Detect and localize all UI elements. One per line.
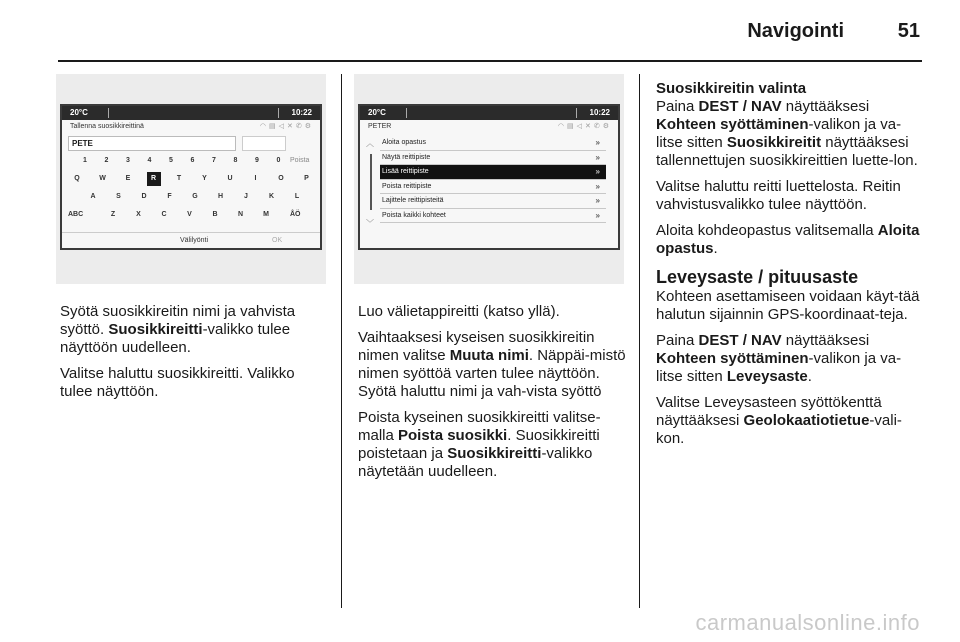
volume-icon: ◁ (278, 123, 287, 130)
ok-button[interactable]: OK (272, 237, 283, 244)
chevron-right-icon: » (595, 181, 600, 191)
temperature-readout: 20°C (70, 108, 88, 117)
key-2[interactable]: 2 (104, 157, 109, 164)
menu-item-label: Lisää reittipiste (382, 168, 429, 175)
status-icons (260, 120, 314, 134)
phone-icon: ✆ (295, 123, 305, 130)
clock-readout: 10:22 (291, 108, 312, 117)
key-o[interactable]: O (278, 175, 284, 182)
column-1 (60, 303, 330, 409)
key-7[interactable]: 7 (212, 157, 216, 164)
key-v[interactable]: V (187, 211, 192, 218)
status-icons (558, 120, 612, 134)
key-u[interactable]: U (227, 175, 233, 182)
page-header (0, 0, 960, 62)
menu-item-label: Poista reittipiste (382, 182, 432, 190)
column-3 (656, 80, 924, 456)
key-a[interactable]: A (90, 193, 96, 200)
paragraph: Valitse haluttu suosikkireitti. Valikko tulee näyttöön. (60, 365, 295, 400)
key-8[interactable]: 8 (233, 157, 238, 164)
key-3[interactable]: 3 (126, 157, 130, 164)
status-bar (62, 106, 320, 120)
key-w[interactable]: W (99, 175, 106, 182)
key-k[interactable]: K (268, 193, 275, 200)
temperature-readout: 20°C (368, 108, 386, 117)
header-rule (58, 60, 922, 62)
chevron-right-icon: » (595, 196, 600, 205)
mute-icon: ✕ (286, 123, 296, 130)
scroll-down-icon[interactable]: ﹀ (366, 219, 374, 228)
wifi-icon: ◠ (259, 123, 269, 130)
settings-icon: ⚙ (304, 123, 314, 130)
key-0[interactable]: 0 (276, 157, 281, 164)
number-key-row (68, 154, 318, 170)
key-t[interactable]: T (176, 175, 182, 182)
paragraph: Syötä suosikkireitin nimi ja vahvista syöttö. Suosikkireitti-valikko tulee näyttöön uudelleen. (60, 303, 296, 356)
paragraph: Luo välietappireitti (katso yllä). (358, 303, 560, 320)
screen-title: Tallenna suosikkireittinä (70, 123, 144, 130)
keyboard-screenshot (56, 74, 326, 284)
column-2 (358, 303, 630, 489)
signal-icon: ▤ (268, 123, 279, 130)
keyboard-bottom-bar (62, 232, 320, 248)
key-f[interactable]: F (167, 193, 172, 200)
letter-key-row-2 (68, 190, 318, 206)
route-menu-screen (358, 104, 620, 250)
screen-title-bar (62, 120, 320, 134)
paragraph: Vaihtaaksesi kyseisen suosikkireitin nimen valitse Muuta nimi. Näppäi-mistö nimen syöttöä varten tulee näyttöön. Syötä haluttu nimi ja vah-vista syöttö (358, 329, 626, 400)
section-subheading: Suosikkireitin valinta (656, 80, 807, 97)
column-divider-1 (341, 74, 342, 608)
paragraph: Kohteen asettamiseen voidaan käyt-tää halutun sijainnin GPS-koordinaat-teja. (656, 288, 920, 323)
clock-readout: 10:22 (589, 108, 610, 117)
key-z[interactable]: Z (110, 211, 116, 218)
key-y[interactable]: Y (202, 175, 207, 182)
name-input[interactable]: PETE (68, 136, 236, 151)
wifi-icon: ◠ (557, 123, 567, 130)
key-d[interactable]: D (141, 193, 147, 200)
abc-mode-button[interactable]: ABC (68, 211, 84, 218)
paragraph: Valitse Leveysasteen syöttökenttä näyttääksesi Geolokaatiotietue-vali-kon. (656, 394, 902, 447)
signal-icon: ▤ (566, 123, 577, 130)
key-i[interactable]: I (254, 175, 257, 182)
route-menu-screenshot (354, 74, 624, 284)
paragraph: Valitse haluttu reitti luettelosta. Reitin vahvistusvalikko tulee näyttöön. (656, 178, 901, 213)
key-5[interactable]: 5 (169, 157, 173, 164)
column-divider-2 (639, 74, 640, 608)
menu-item[interactable] (380, 209, 606, 224)
key-e[interactable]: E (125, 175, 131, 182)
letter-key-row-1 (68, 172, 318, 188)
keyboard-screen (60, 104, 322, 250)
special-chars-button[interactable]: ÅÖ (290, 211, 301, 218)
key-l[interactable]: L (294, 193, 300, 200)
key-9[interactable]: 9 (255, 157, 259, 164)
menu-item[interactable] (380, 165, 606, 180)
menu-item-label: Aloita opastus (382, 139, 426, 146)
menu-item[interactable] (380, 151, 606, 166)
settings-icon: ⚙ (602, 123, 612, 130)
menu-item[interactable] (380, 180, 606, 195)
chevron-right-icon: » (595, 167, 600, 176)
chevron-right-icon: » (595, 210, 600, 220)
delete-button[interactable]: Poista (290, 157, 310, 164)
section-heading: Leveysaste / pituusaste (656, 267, 859, 287)
key-q[interactable]: Q (74, 175, 80, 182)
key-x[interactable]: X (136, 211, 141, 218)
page-number: 51 (897, 20, 920, 42)
menu-item-label: Lajittele reittipisteitä (382, 197, 444, 204)
key-j[interactable]: J (244, 193, 248, 200)
letter-key-row-3 (68, 208, 318, 224)
key-p[interactable]: P (304, 175, 309, 182)
menu-item[interactable] (380, 194, 606, 209)
key-c[interactable]: C (161, 211, 167, 218)
route-menu-list (380, 136, 606, 223)
menu-item[interactable] (380, 136, 606, 151)
key-m[interactable]: M (263, 211, 269, 218)
chevron-right-icon: » (595, 138, 600, 147)
status-bar (360, 106, 618, 120)
key-r[interactable]: R (147, 172, 161, 186)
menu-item-label: Poista kaikki kohteet (382, 211, 446, 219)
key-n[interactable]: N (237, 211, 244, 218)
scroll-up-icon[interactable]: ︿ (366, 139, 374, 148)
menu-item-label: Näytä reittipiste (382, 153, 431, 161)
paragraph: Aloita kohdeopastus valitsemalla Aloita opastus. (656, 222, 920, 257)
phone-icon: ✆ (593, 123, 603, 130)
page-title: Navigointi (747, 20, 844, 42)
chevron-right-icon: » (595, 152, 600, 162)
key-s[interactable]: S (116, 193, 121, 200)
scrollbar[interactable] (370, 154, 372, 210)
screen-title-bar (360, 120, 618, 134)
key-h[interactable]: H (217, 193, 224, 200)
paragraph: Paina DEST / NAV näyttääksesi Kohteen syöttäminen-valikon ja va-litse sitten Leveysaste. (656, 332, 902, 385)
space-button[interactable]: Välilyönti (180, 237, 209, 244)
volume-icon: ◁ (576, 123, 585, 130)
key-4[interactable]: 4 (147, 157, 152, 164)
key-g[interactable]: G (192, 193, 198, 200)
paragraph: Paina DEST / NAV näyttääksesi Kohteen syöttäminen-valikon ja va-litse sitten Suosikkireitit näyttääksesi tallennettujen suosikkireittien luette-lon. (656, 98, 918, 169)
suggestion-field[interactable] (242, 136, 286, 151)
key-1[interactable]: 1 (83, 157, 87, 164)
key-b[interactable]: B (212, 211, 218, 218)
screen-title: PETER (368, 123, 392, 130)
paragraph: Poista kyseinen suosikkireitti valitse-malla Poista suosikki. Suosikkireitti poistetaan ja Suosikkireitti-valikko näytetään uudelleen. (358, 409, 601, 480)
key-6[interactable]: 6 (190, 157, 195, 164)
watermark: carmanualsonline.info (695, 610, 920, 635)
mute-icon: ✕ (584, 123, 594, 130)
